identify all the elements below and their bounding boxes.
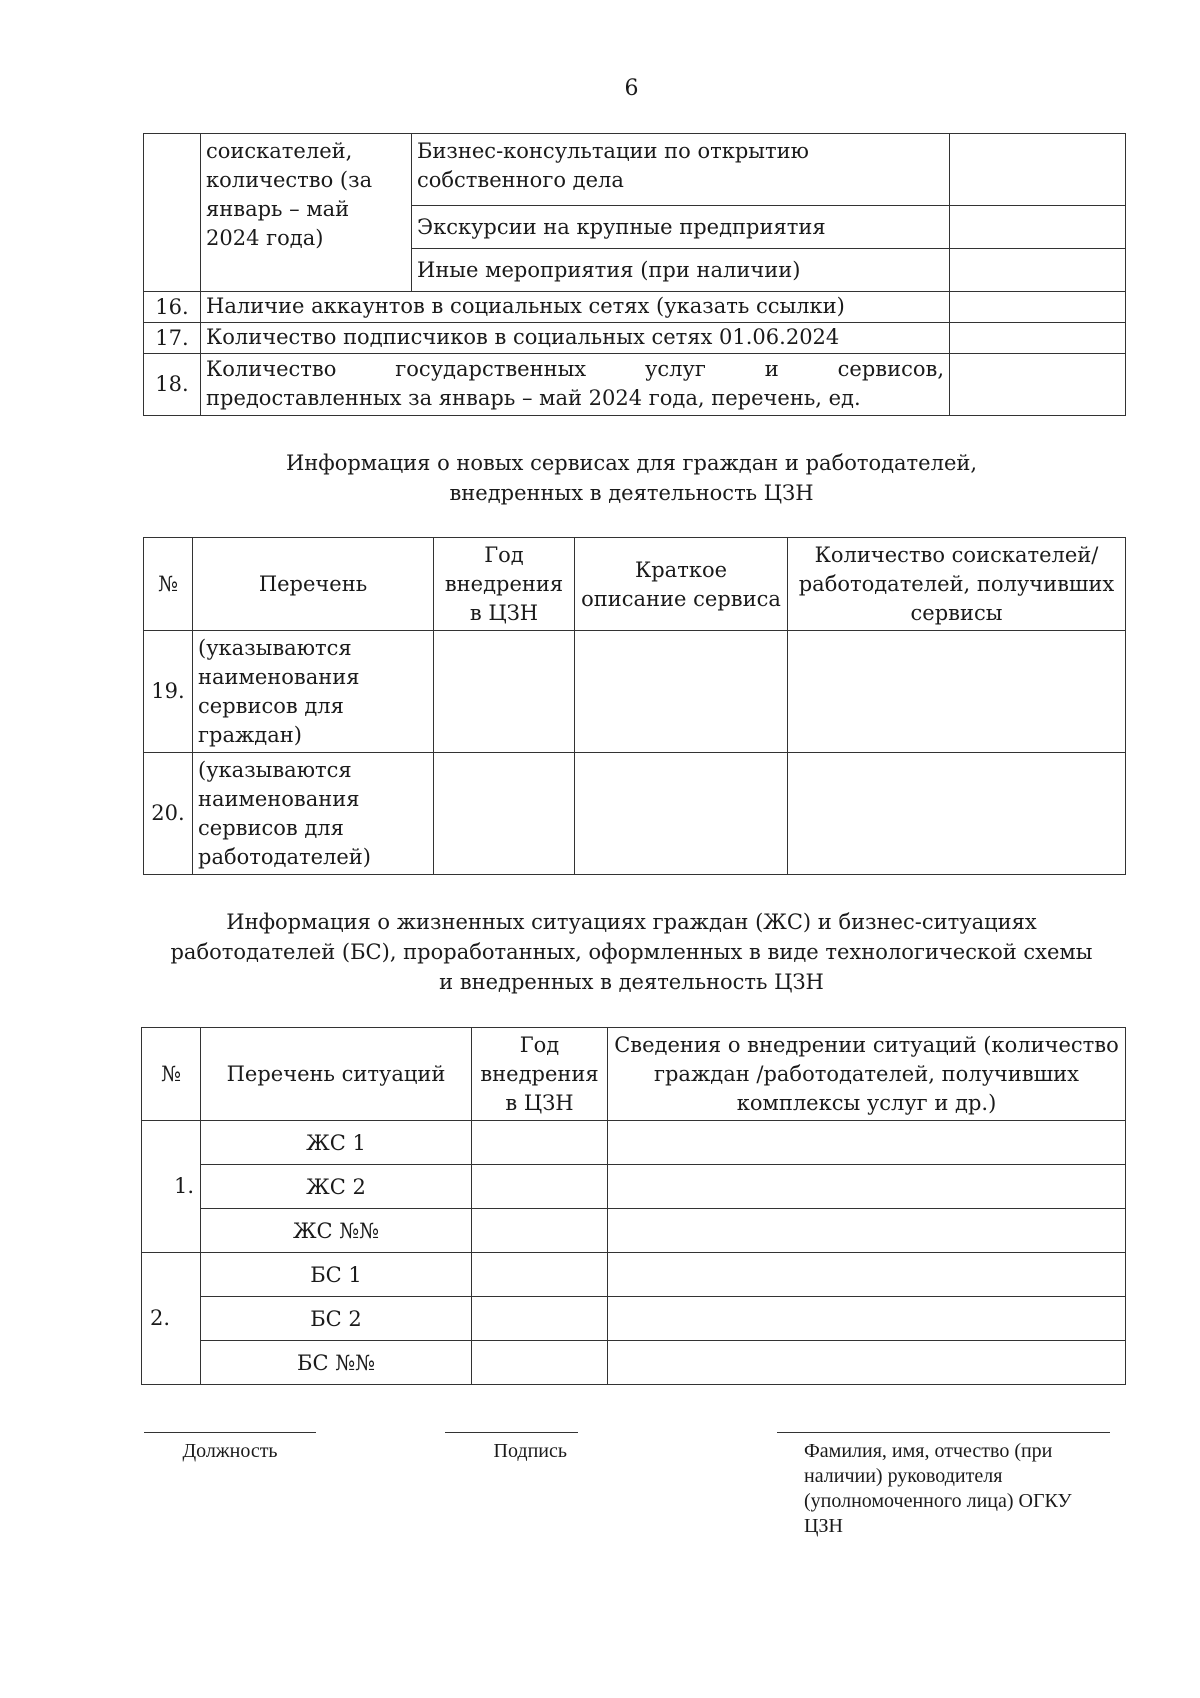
group-number: 2. [142,1253,201,1385]
header-year: Год внедрения в ЦЗН [434,538,575,631]
continuation-table [143,133,1126,416]
position-signature-block [144,1432,316,1464]
excursions-cell: Экскурсии на крупные предприятия [412,206,950,249]
value-cell [575,753,788,875]
services-count-line2: предоставленных за январь – май 2024 года, перечень, ед. [206,386,861,410]
service-name-cell: (указываются наименования сервисов для работодателей) [193,753,434,875]
value-cell [434,753,575,875]
value-cell [472,1209,608,1253]
value-cell [608,1297,1126,1341]
heading-line: работодателей (БС), проработанных, оформленных в виде технологической схемы [170,940,1093,964]
value-cell [950,292,1126,323]
value-cell [950,323,1126,354]
signature-block [445,1432,578,1464]
value-cell [788,631,1126,753]
situation-item: БС №№ [201,1341,472,1385]
value-cell [788,753,1126,875]
situation-item: БС 1 [201,1253,472,1297]
value-cell [608,1165,1126,1209]
fio-signature-block [777,1432,1110,1539]
heading-line: и внедренных в деятельность ЦЗН [439,970,824,994]
situation-item: ЖС №№ [201,1209,472,1253]
value-cell [575,631,788,753]
value-cell [472,1297,608,1341]
empty-num-cell [144,134,201,292]
accounts-cell: Наличие аккаунтов в социальных сетях (указать ссылки) [201,292,950,323]
value-cell [950,134,1126,206]
header-description: Краткое описание сервиса [575,538,788,631]
signature-label: Подпись [493,1440,567,1462]
value-cell [472,1121,608,1165]
fio-label: Фамилия, имя, отчество (при наличии) руководителя (уполномоченного лица) ОГКУ ЦЗН [804,1440,1072,1537]
value-cell [472,1253,608,1297]
new-services-heading [140,448,1123,508]
subscribers-cell: Количество подписчиков в социальных сетях 01.06.2024 [201,323,950,354]
situation-item: БС 2 [201,1297,472,1341]
value-cell [950,249,1126,292]
value-cell [950,206,1126,249]
header-info: Сведения о внедрении ситуаций (количество граждан /работодателей, получивших комплексы услуг и др.) [608,1028,1126,1121]
heading-line: внедренных в деятельность ЦЗН [449,481,814,505]
row-number: 17. [144,323,201,354]
row-number: 16. [144,292,201,323]
header-num: № [142,1028,201,1121]
situations-table [141,1027,1126,1385]
header-list: Перечень [193,538,434,631]
value-cell [608,1341,1126,1385]
value-cell [608,1209,1126,1253]
header-num: № [144,538,193,631]
value-cell [950,354,1126,416]
header-situations: Перечень ситуаций [201,1028,472,1121]
services-count-cell [201,354,950,416]
signature-line [445,1432,578,1433]
new-services-table [143,537,1126,875]
business-consult-cell: Бизнес-консультации по открытию собственного дела [412,134,950,206]
services-count-line1: Количество государственных услуг и сервисов, [206,357,944,381]
header-year: Год внедрения в ЦЗН [472,1028,608,1121]
value-cell [472,1341,608,1385]
situation-item: ЖС 1 [201,1121,472,1165]
row-number: 18. [144,354,201,416]
header-count: Количество соискателей/работодателей, получивших сервисы [788,538,1126,631]
service-name-cell: (указываются наименования сервисов для граждан) [193,631,434,753]
row-number: 19. [144,631,193,753]
situations-heading [140,907,1123,997]
other-events-cell: Иные мероприятия (при наличии) [412,249,950,292]
value-cell [608,1253,1126,1297]
value-cell [472,1165,608,1209]
signature-line [777,1432,1110,1433]
group-number: 1. [142,1121,201,1253]
value-cell [608,1121,1126,1165]
page-number: 6 [624,76,639,101]
value-cell [434,631,575,753]
position-label: Должность [182,1440,278,1462]
seekers-label-cell: соискателей, количество (за январь – май 2024 года) [201,134,412,292]
signature-line [144,1432,316,1433]
heading-line: Информация о новых сервисах для граждан и работодателей, [285,451,978,475]
heading-line: Информация о жизненных ситуациях граждан (ЖС) и бизнес-ситуациях [226,910,1037,934]
row-number: 20. [144,753,193,875]
situation-item: ЖС 2 [201,1165,472,1209]
